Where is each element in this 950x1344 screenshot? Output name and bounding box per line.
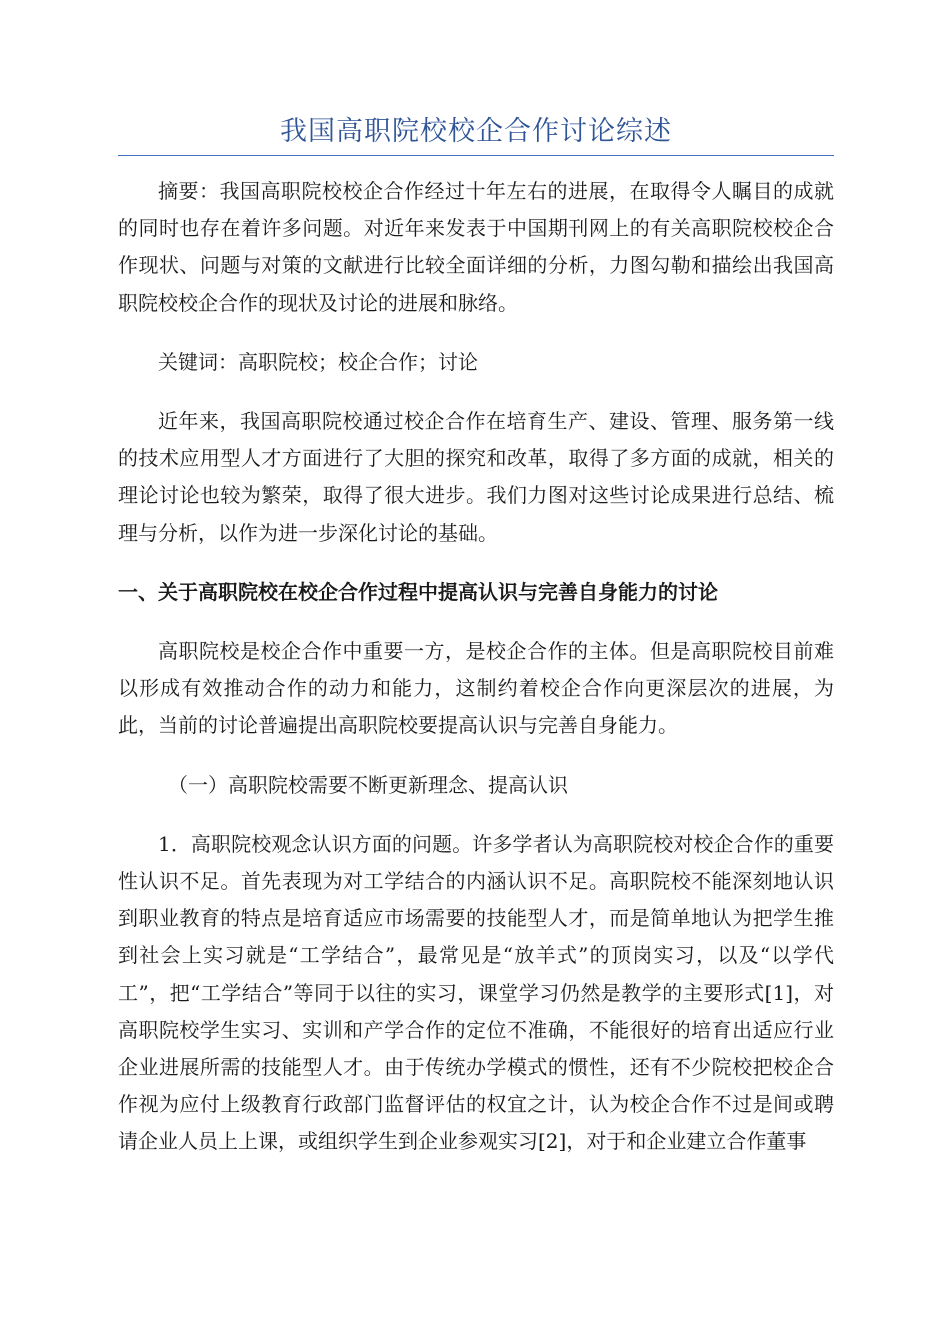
abstract-paragraph: 摘要：我国高职院校校企合作经过十年左右的进展，在取得令人瞩目的成就的同时也存在着许多问题。对近年来发表于中国期刊网上的有关高职院校校企合作现状、问题与对策的文献进行比较全面详细的分析，力图勾勒和描绘出我国高职院校校企合作的现状及讨论的进展和脉络。: [118, 179, 834, 315]
keywords-line: 关键词：高职院校；校企合作；讨论: [158, 349, 478, 374]
intro-paragraph: 近年来，我国高职院校通过校企合作在培育生产、建设、管理、服务第一线的技术应用型人才方面进行了大胆的探究和改革，取得了多方面的成就，相关的理论讨论也较为繁荣，取得了很大进步。我们力图对这些讨论成果进行总结、梳理与分析，以作为进一步深化讨论的基础。: [118, 409, 834, 545]
title-underline: [118, 155, 834, 156]
section-heading: 一、关于高职院校在校企合作过程中提高认识与完善自身能力的讨论: [118, 579, 718, 604]
document-body: [118, 173, 834, 1161]
document-title: 我国高职院校校企合作讨论综述: [280, 116, 672, 147]
section-paragraph: 高职院校是校企合作中重要一方，是校企合作的主体。但是高职院校目前难以形成有效推动合作的动力和能力，这制约着校企合作向更深层次的进展，为此，当前的讨论普遍提出高职院校要提高认识与完善自身能力。: [118, 639, 834, 738]
subsection-heading: （一）高职院校需要不断更新理念、提高认识: [168, 772, 568, 797]
subsection-paragraph: 1．高职院校观念认识方面的问题。许多学者认为高职院校对校企合作的重要性认识不足。首先表现为对工学结合的内涵认识不足。高职院校不能深刻地认识到职业教育的特点是培育适应市场需要的技能型人才，而是简单地认为把学生推到社会上实习就是“工学结合”，最常见是“放羊式”的顶岗实习，以及“以学代工”，把“工学结合”等同于以往的实习，课堂学习仍然是教学的主要形式[1]，对高职院校学生实习、实训和产学合作的定位不准确，不能很好的培育出适应行业企业进展所需的技能型人才。由于传统办学模式的惯性，还有不少院校把校企合作视为应付上级教育行政部门监督评估的权宜之计，认为校企合作不过是间或聘请企业人员上上课，或组织学生到企业参观实习[2]，对于和企业建立合作董事: [118, 831, 834, 1154]
